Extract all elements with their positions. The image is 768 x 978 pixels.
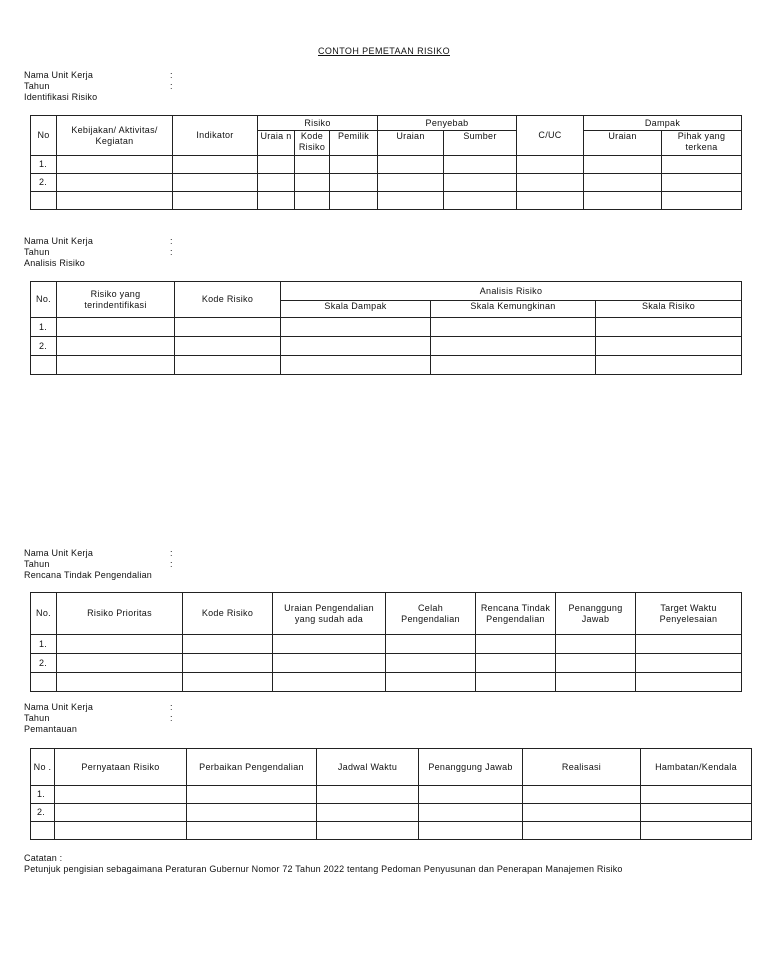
colon: : bbox=[170, 548, 173, 558]
table-cell[interactable] bbox=[641, 786, 752, 804]
colon: : bbox=[170, 236, 173, 246]
section-title-pemantauan: Pemantauan bbox=[24, 724, 78, 734]
table-cell[interactable] bbox=[636, 635, 742, 654]
table-cell[interactable] bbox=[523, 822, 641, 840]
table-cell[interactable] bbox=[295, 174, 330, 192]
col-header-rencana: Rencana Tindak Pengendalian bbox=[476, 593, 556, 635]
table-cell[interactable] bbox=[175, 337, 281, 356]
row-number bbox=[31, 822, 55, 840]
table-cell[interactable] bbox=[431, 356, 596, 375]
table-cell[interactable] bbox=[641, 822, 752, 840]
table-row bbox=[31, 174, 742, 192]
table-cell[interactable] bbox=[476, 654, 556, 673]
table-cell[interactable] bbox=[662, 174, 742, 192]
section-title-identifikasi: Identifikasi Risiko bbox=[24, 92, 98, 102]
table-cell[interactable] bbox=[183, 673, 273, 692]
col-header-no: No . bbox=[31, 749, 55, 786]
table-identifikasi bbox=[30, 115, 742, 210]
table-cell[interactable] bbox=[57, 356, 175, 375]
unit-label: Nama Unit Kerja bbox=[24, 702, 94, 712]
table-cell[interactable] bbox=[183, 654, 273, 673]
table-cell[interactable] bbox=[258, 192, 295, 210]
table-cell[interactable] bbox=[378, 156, 444, 174]
tahun-label: Tahun bbox=[24, 247, 50, 257]
table-cell[interactable] bbox=[57, 673, 183, 692]
table-cell[interactable] bbox=[636, 654, 742, 673]
table-cell[interactable] bbox=[584, 174, 662, 192]
col-header-penanggung: Penanggung Jawab bbox=[419, 749, 523, 786]
table-row bbox=[31, 804, 752, 822]
table-cell[interactable] bbox=[556, 635, 636, 654]
table-cell[interactable] bbox=[556, 673, 636, 692]
col-header-no: No bbox=[31, 116, 57, 156]
table-cell[interactable] bbox=[187, 786, 317, 804]
table-cell[interactable] bbox=[517, 156, 584, 174]
col-header-prioritas: Risiko Prioritas bbox=[57, 593, 183, 635]
tahun-label: Tahun bbox=[24, 559, 50, 569]
table-row bbox=[31, 786, 752, 804]
row-number: 2. bbox=[31, 804, 55, 822]
col-header-risiko-kode: Kode Risiko bbox=[295, 131, 330, 156]
col-header-jadwal: Jadwal Waktu bbox=[317, 749, 419, 786]
table-cell[interactable] bbox=[273, 635, 386, 654]
col-header-risiko-uraian: Uraia n bbox=[258, 131, 295, 156]
table-cell[interactable] bbox=[330, 156, 378, 174]
col-header-skala-dampak: Skala Dampak bbox=[281, 301, 431, 318]
table-cell[interactable] bbox=[419, 822, 523, 840]
table-cell[interactable] bbox=[431, 318, 596, 337]
table-cell[interactable] bbox=[386, 654, 476, 673]
col-header-analisis: Analisis Risiko bbox=[281, 282, 742, 301]
row-number: 2. bbox=[31, 654, 57, 673]
table-cell[interactable] bbox=[55, 804, 187, 822]
table-cell[interactable] bbox=[55, 822, 187, 840]
col-header-risiko-pemilik: Pemilik bbox=[330, 131, 378, 156]
note-label: Catatan : bbox=[24, 853, 63, 863]
col-header-penyebab-sumber: Sumber bbox=[444, 131, 517, 156]
unit-label: Nama Unit Kerja bbox=[24, 236, 94, 246]
table-cell[interactable] bbox=[175, 356, 281, 375]
col-header-cuc: C/UC bbox=[517, 116, 584, 156]
table-cell[interactable] bbox=[187, 804, 317, 822]
unit-label: Nama Unit Kerja bbox=[24, 548, 94, 558]
row-number: 1. bbox=[31, 318, 57, 337]
col-header-dampak-pihak: Pihak yang terkena bbox=[662, 131, 742, 156]
row-number bbox=[31, 192, 57, 210]
table-pemantauan bbox=[30, 748, 752, 840]
table-cell[interactable] bbox=[419, 804, 523, 822]
table-row bbox=[31, 635, 742, 654]
table-cell[interactable] bbox=[386, 635, 476, 654]
page-title: CONTOH PEMETAAN RISIKO bbox=[318, 46, 450, 56]
section-title-rencana: Rencana Tindak Pengendalian bbox=[24, 570, 152, 580]
row-number: 1. bbox=[31, 786, 55, 804]
table-row bbox=[31, 318, 742, 337]
table-row bbox=[31, 156, 742, 174]
table-cell[interactable] bbox=[378, 174, 444, 192]
col-header-perbaikan: Perbaikan Pengendalian bbox=[187, 749, 317, 786]
table-cell[interactable] bbox=[173, 192, 258, 210]
table-cell[interactable] bbox=[57, 318, 175, 337]
table-cell[interactable] bbox=[386, 673, 476, 692]
table-row bbox=[31, 192, 742, 210]
row-number bbox=[31, 673, 57, 692]
table-cell[interactable] bbox=[662, 156, 742, 174]
table-cell[interactable] bbox=[476, 673, 556, 692]
table-row bbox=[31, 822, 752, 840]
table-cell[interactable] bbox=[636, 673, 742, 692]
table-cell[interactable] bbox=[330, 192, 378, 210]
table-cell[interactable] bbox=[57, 337, 175, 356]
table-cell[interactable] bbox=[187, 822, 317, 840]
col-header-pernyataan: Pernyataan Risiko bbox=[55, 749, 187, 786]
table-cell[interactable] bbox=[523, 786, 641, 804]
col-header-dampak-uraian: Uraian bbox=[584, 131, 662, 156]
col-header-skala-risiko: Skala Risiko bbox=[596, 301, 742, 318]
col-header-no: No. bbox=[31, 282, 57, 318]
table-cell[interactable] bbox=[281, 318, 431, 337]
table-cell[interactable] bbox=[258, 174, 295, 192]
col-header-risiko: Risiko yang terindentifikasi bbox=[57, 282, 175, 318]
table-cell[interactable] bbox=[57, 635, 183, 654]
table-cell[interactable] bbox=[317, 822, 419, 840]
tahun-label: Tahun bbox=[24, 713, 50, 723]
row-number: 2. bbox=[31, 337, 57, 356]
col-header-kode: Kode Risiko bbox=[183, 593, 273, 635]
table-cell[interactable] bbox=[173, 156, 258, 174]
table-cell[interactable] bbox=[419, 786, 523, 804]
table-cell[interactable] bbox=[330, 174, 378, 192]
row-number bbox=[31, 356, 57, 375]
table-cell[interactable] bbox=[641, 804, 752, 822]
col-header-indikator: Indikator bbox=[173, 116, 258, 156]
table-cell[interactable] bbox=[273, 673, 386, 692]
col-header-uraian: Uraian Pengendalian yang sudah ada bbox=[273, 593, 386, 635]
table-row bbox=[31, 654, 742, 673]
table-cell[interactable] bbox=[173, 174, 258, 192]
colon: : bbox=[170, 81, 173, 91]
table-cell[interactable] bbox=[444, 174, 517, 192]
table-cell[interactable] bbox=[596, 337, 742, 356]
note-text: Petunjuk pengisian sebagaimana Peraturan Gubernur Nomor 72 Tahun 2022 tentang Pedoman Penyusunan dan Penerapan Manajemen Risiko bbox=[24, 864, 623, 874]
col-header-penanggung: Penanggung Jawab bbox=[556, 593, 636, 635]
colon: : bbox=[170, 713, 173, 723]
col-header-kode: Kode Risiko bbox=[175, 282, 281, 318]
table-cell[interactable] bbox=[281, 337, 431, 356]
table-cell[interactable] bbox=[57, 174, 173, 192]
table-cell[interactable] bbox=[517, 174, 584, 192]
table-cell[interactable] bbox=[57, 156, 173, 174]
table-cell[interactable] bbox=[444, 192, 517, 210]
table-cell[interactable] bbox=[295, 192, 330, 210]
row-number: 1. bbox=[31, 635, 57, 654]
meta-block-rencana bbox=[24, 548, 224, 581]
col-header-kebijakan: Kebijakan/ Aktivitas/ Kegiatan bbox=[57, 116, 173, 156]
table-row bbox=[31, 337, 742, 356]
table-cell[interactable] bbox=[596, 356, 742, 375]
table-cell[interactable] bbox=[431, 337, 596, 356]
table-cell[interactable] bbox=[183, 635, 273, 654]
table-cell[interactable] bbox=[523, 804, 641, 822]
unit-label: Nama Unit Kerja bbox=[24, 70, 94, 80]
colon: : bbox=[170, 247, 173, 257]
table-cell[interactable] bbox=[317, 786, 419, 804]
col-header-risiko: Risiko bbox=[258, 116, 378, 131]
tahun-label: Tahun bbox=[24, 81, 50, 91]
col-header-dampak: Dampak bbox=[584, 116, 742, 131]
table-cell[interactable] bbox=[295, 156, 330, 174]
table-cell[interactable] bbox=[55, 786, 187, 804]
table-cell[interactable] bbox=[258, 156, 295, 174]
col-header-target: Target Waktu Penyelesaian bbox=[636, 593, 742, 635]
col-header-skala-kemungkinan: Skala Kemungkinan bbox=[431, 301, 596, 318]
table-cell[interactable] bbox=[517, 192, 584, 210]
table-cell[interactable] bbox=[378, 192, 444, 210]
table-cell[interactable] bbox=[317, 804, 419, 822]
table-cell[interactable] bbox=[175, 318, 281, 337]
table-row bbox=[31, 356, 742, 375]
colon: : bbox=[170, 559, 173, 569]
table-cell[interactable] bbox=[662, 192, 742, 210]
table-cell[interactable] bbox=[584, 192, 662, 210]
table-row bbox=[31, 673, 742, 692]
section-title-analisis: Analisis Risiko bbox=[24, 258, 86, 268]
table-cell[interactable] bbox=[444, 156, 517, 174]
table-cell[interactable] bbox=[281, 356, 431, 375]
col-header-no: No. bbox=[31, 593, 57, 635]
meta-block-identifikasi bbox=[24, 70, 224, 103]
col-header-penyebab: Penyebab bbox=[378, 116, 517, 131]
row-number: 2. bbox=[31, 174, 57, 192]
meta-block-analisis bbox=[24, 236, 224, 269]
table-cell[interactable] bbox=[596, 318, 742, 337]
row-number: 1. bbox=[31, 156, 57, 174]
table-cell[interactable] bbox=[273, 654, 386, 673]
table-cell[interactable] bbox=[57, 192, 173, 210]
col-header-hambatan: Hambatan/Kendala bbox=[641, 749, 752, 786]
meta-block-pemantauan bbox=[24, 702, 224, 735]
col-header-penyebab-uraian: Uraian bbox=[378, 131, 444, 156]
table-cell[interactable] bbox=[556, 654, 636, 673]
table-cell[interactable] bbox=[584, 156, 662, 174]
table-analisis bbox=[30, 281, 742, 375]
col-header-celah: Celah Pengendalian bbox=[386, 593, 476, 635]
table-rencana bbox=[30, 592, 742, 692]
colon: : bbox=[170, 702, 173, 712]
table-cell[interactable] bbox=[57, 654, 183, 673]
col-header-realisasi: Realisasi bbox=[523, 749, 641, 786]
table-cell[interactable] bbox=[476, 635, 556, 654]
colon: : bbox=[170, 70, 173, 80]
